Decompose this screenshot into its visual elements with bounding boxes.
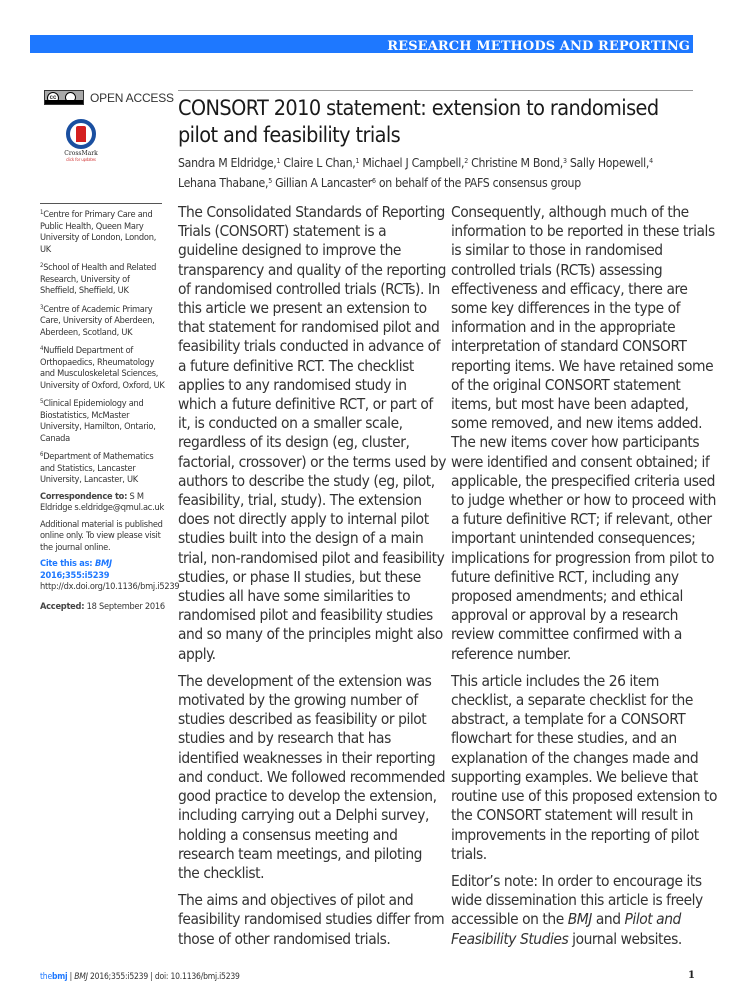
affiliation: $^1$Centre for Primary Care and Public Health, Queen Mary University of London, London, UK bbox=[40, 209, 157, 255]
correspondence-email[interactable]: S M Eldridge s.eldridge@qmul.ac.uk bbox=[40, 490, 165, 513]
crossmark-icon bbox=[66, 119, 96, 149]
body-column-2 bbox=[451, 203, 719, 957]
authors-suffix: on behalf of the PAFS consensus group bbox=[375, 176, 581, 190]
accepted-date: Accepted: 18 September 2016 bbox=[40, 600, 165, 612]
crossmark-label: CrossMark bbox=[64, 150, 98, 157]
author-list bbox=[178, 152, 698, 192]
crossmark-badge[interactable] bbox=[63, 119, 99, 162]
title-divider bbox=[178, 90, 693, 91]
author: Claire L Chan,$^1$ bbox=[280, 156, 360, 170]
affiliation: $^6$Department of Mathematics and Statistics, Lancaster University, Lancaster, UK bbox=[40, 451, 154, 485]
page-number: 1 bbox=[688, 970, 695, 981]
bmj-logo[interactable]: thebmj bbox=[40, 972, 68, 982]
author: Lehana Thabane,$^5$ bbox=[178, 176, 272, 190]
paragraph: The aims and objectives of pilot and feasibility randomised studies differ from those of other randomised trials. bbox=[178, 891, 445, 948]
sidebar bbox=[40, 207, 180, 617]
citation: Cite this as: BMJ 2016;355:i5239 http://dx.doi.org/10.1136/bmj.i5239 bbox=[40, 558, 180, 592]
paragraph: Consequently, although much of the information to be reported in these trials is similar to those in randomised controlled trials (RCTs) assessing effectiveness and efficacy, there are some key differences in the type of information and in the appropriate interpretation of standard CONSORT reporting items. We have retained some of the original CONSORT statement items, but most have been adapted, some removed, and new items added. The new items cover how participants were identified and consent obtained; if applicable, the prespecified criteria used to judge whether or how to proceed with a future definitive RCT; if relevant, other important unintended consequences; implications for progression from pilot to future definitive RCT, including any proposed amendments; and ethical approval or approval by a research review committee confirmed with a reference number. bbox=[451, 203, 716, 663]
editors-note: Editor’s note: In order to encourage its wide dissemination this article is freely accessible on the BMJ and Pilot and Feasibility Studies journal websites. bbox=[451, 871, 703, 948]
author: Gillian A Lancaster$^6$ bbox=[271, 176, 376, 190]
paragraph: The Consolidated Standards of Reporting Trials (CONSORT) statement is a guideline designed to improve the transparency and quality of the reporting of randomised controlled trials (RCTs). In this article we present an extension to that statement for randomised pilot and feasibility trials conducted in advance of a future definitive RCT. The checklist applies to any randomised study in which a future definitive RCT, or part of it, is conducted on a smaller scale, regardless of its design (eg, cluster, factorial, crossover) or the terms used by authors to describe the study (eg, pilot, feasibility, trial, study). The extension does not directly apply to internal pilot studies built into the design of a main trial, non-randomised pilot and feasibility studies, or phase II studies, but these studies all have some similarities to randomised pilot and feasibility studies and so many of the principles might also apply. bbox=[178, 203, 447, 663]
open-access-badge[interactable] bbox=[44, 90, 174, 105]
section-label: RESEARCH METHODS AND REPORTING bbox=[387, 39, 690, 54]
page-footer: thebmj | BMJ 2016;355:i5239 | doi: 10.1136/bmj.i5239 bbox=[40, 972, 240, 982]
cc-by-icon: cc bbox=[44, 90, 84, 105]
paragraph: The development of the extension was motivated by the growing number of studies described as feasibility or pilot studies and by research that has identified weaknesses in their reporting and conduct. We followed recommended good practice to develop the extension, including carrying out a Delphi survey, holding a consensus meeting and research team meetings, and piloting the checklist. bbox=[178, 671, 446, 882]
author: Christine M Bond,$^3$ bbox=[467, 156, 567, 170]
affiliation: $^5$Clinical Epidemiology and Biostatistics, McMaster University, Hamilton, Ontario, Canada bbox=[40, 398, 156, 444]
article-title: CONSORT 2010 statement: extension to randomised pilot and feasibility trials bbox=[178, 96, 659, 148]
additional-material-note: Additional material is published online only. To view please visit the journal online. bbox=[40, 518, 163, 553]
crossmark-sub: click for updates bbox=[66, 157, 96, 162]
author: Michael J Campbell,$^2$ bbox=[359, 156, 468, 170]
doi-link[interactable]: http://dx.doi.org/10.1136/bmj.i5239 bbox=[40, 581, 180, 592]
paragraph: This article includes the 26 item checklist, a separate checklist for the abstract, a template for a CONSORT flowchart for these studies, and an explanation of the changes made and supporting examples. We believe that routine use of this proposed extension to the CONSORT statement will result in improvements in the reporting of pilot trials. bbox=[451, 671, 717, 863]
sidebar-divider bbox=[40, 203, 162, 204]
body-column-1 bbox=[178, 203, 446, 957]
correspondence: Correspondence to: S M Eldridge s.eldridge@qmul.ac.uk bbox=[40, 490, 165, 513]
affiliation: $^4$Nuffield Department of Orthopaedics, Rheumatology and Musculoskeletal Sciences, University of Oxford, Oxford, UK bbox=[40, 345, 165, 391]
footer-reference: 2016;355:i5239 | doi: 10.1136/bmj.i5239 bbox=[87, 972, 240, 982]
author: Sandra M Eldridge,$^1$ bbox=[178, 156, 281, 170]
author: Sally Hopewell,$^4$ bbox=[566, 156, 653, 170]
section-banner bbox=[30, 35, 693, 53]
affiliation: $^3$Centre of Academic Primary Care, University of Aberdeen, Aberdeen, Scotland, UK bbox=[40, 303, 155, 338]
open-access-label: OPEN ACCESS bbox=[90, 90, 174, 105]
affiliation: $^2$School of Health and Related Research, University of Sheffield, Sheffield, UK bbox=[40, 262, 157, 296]
